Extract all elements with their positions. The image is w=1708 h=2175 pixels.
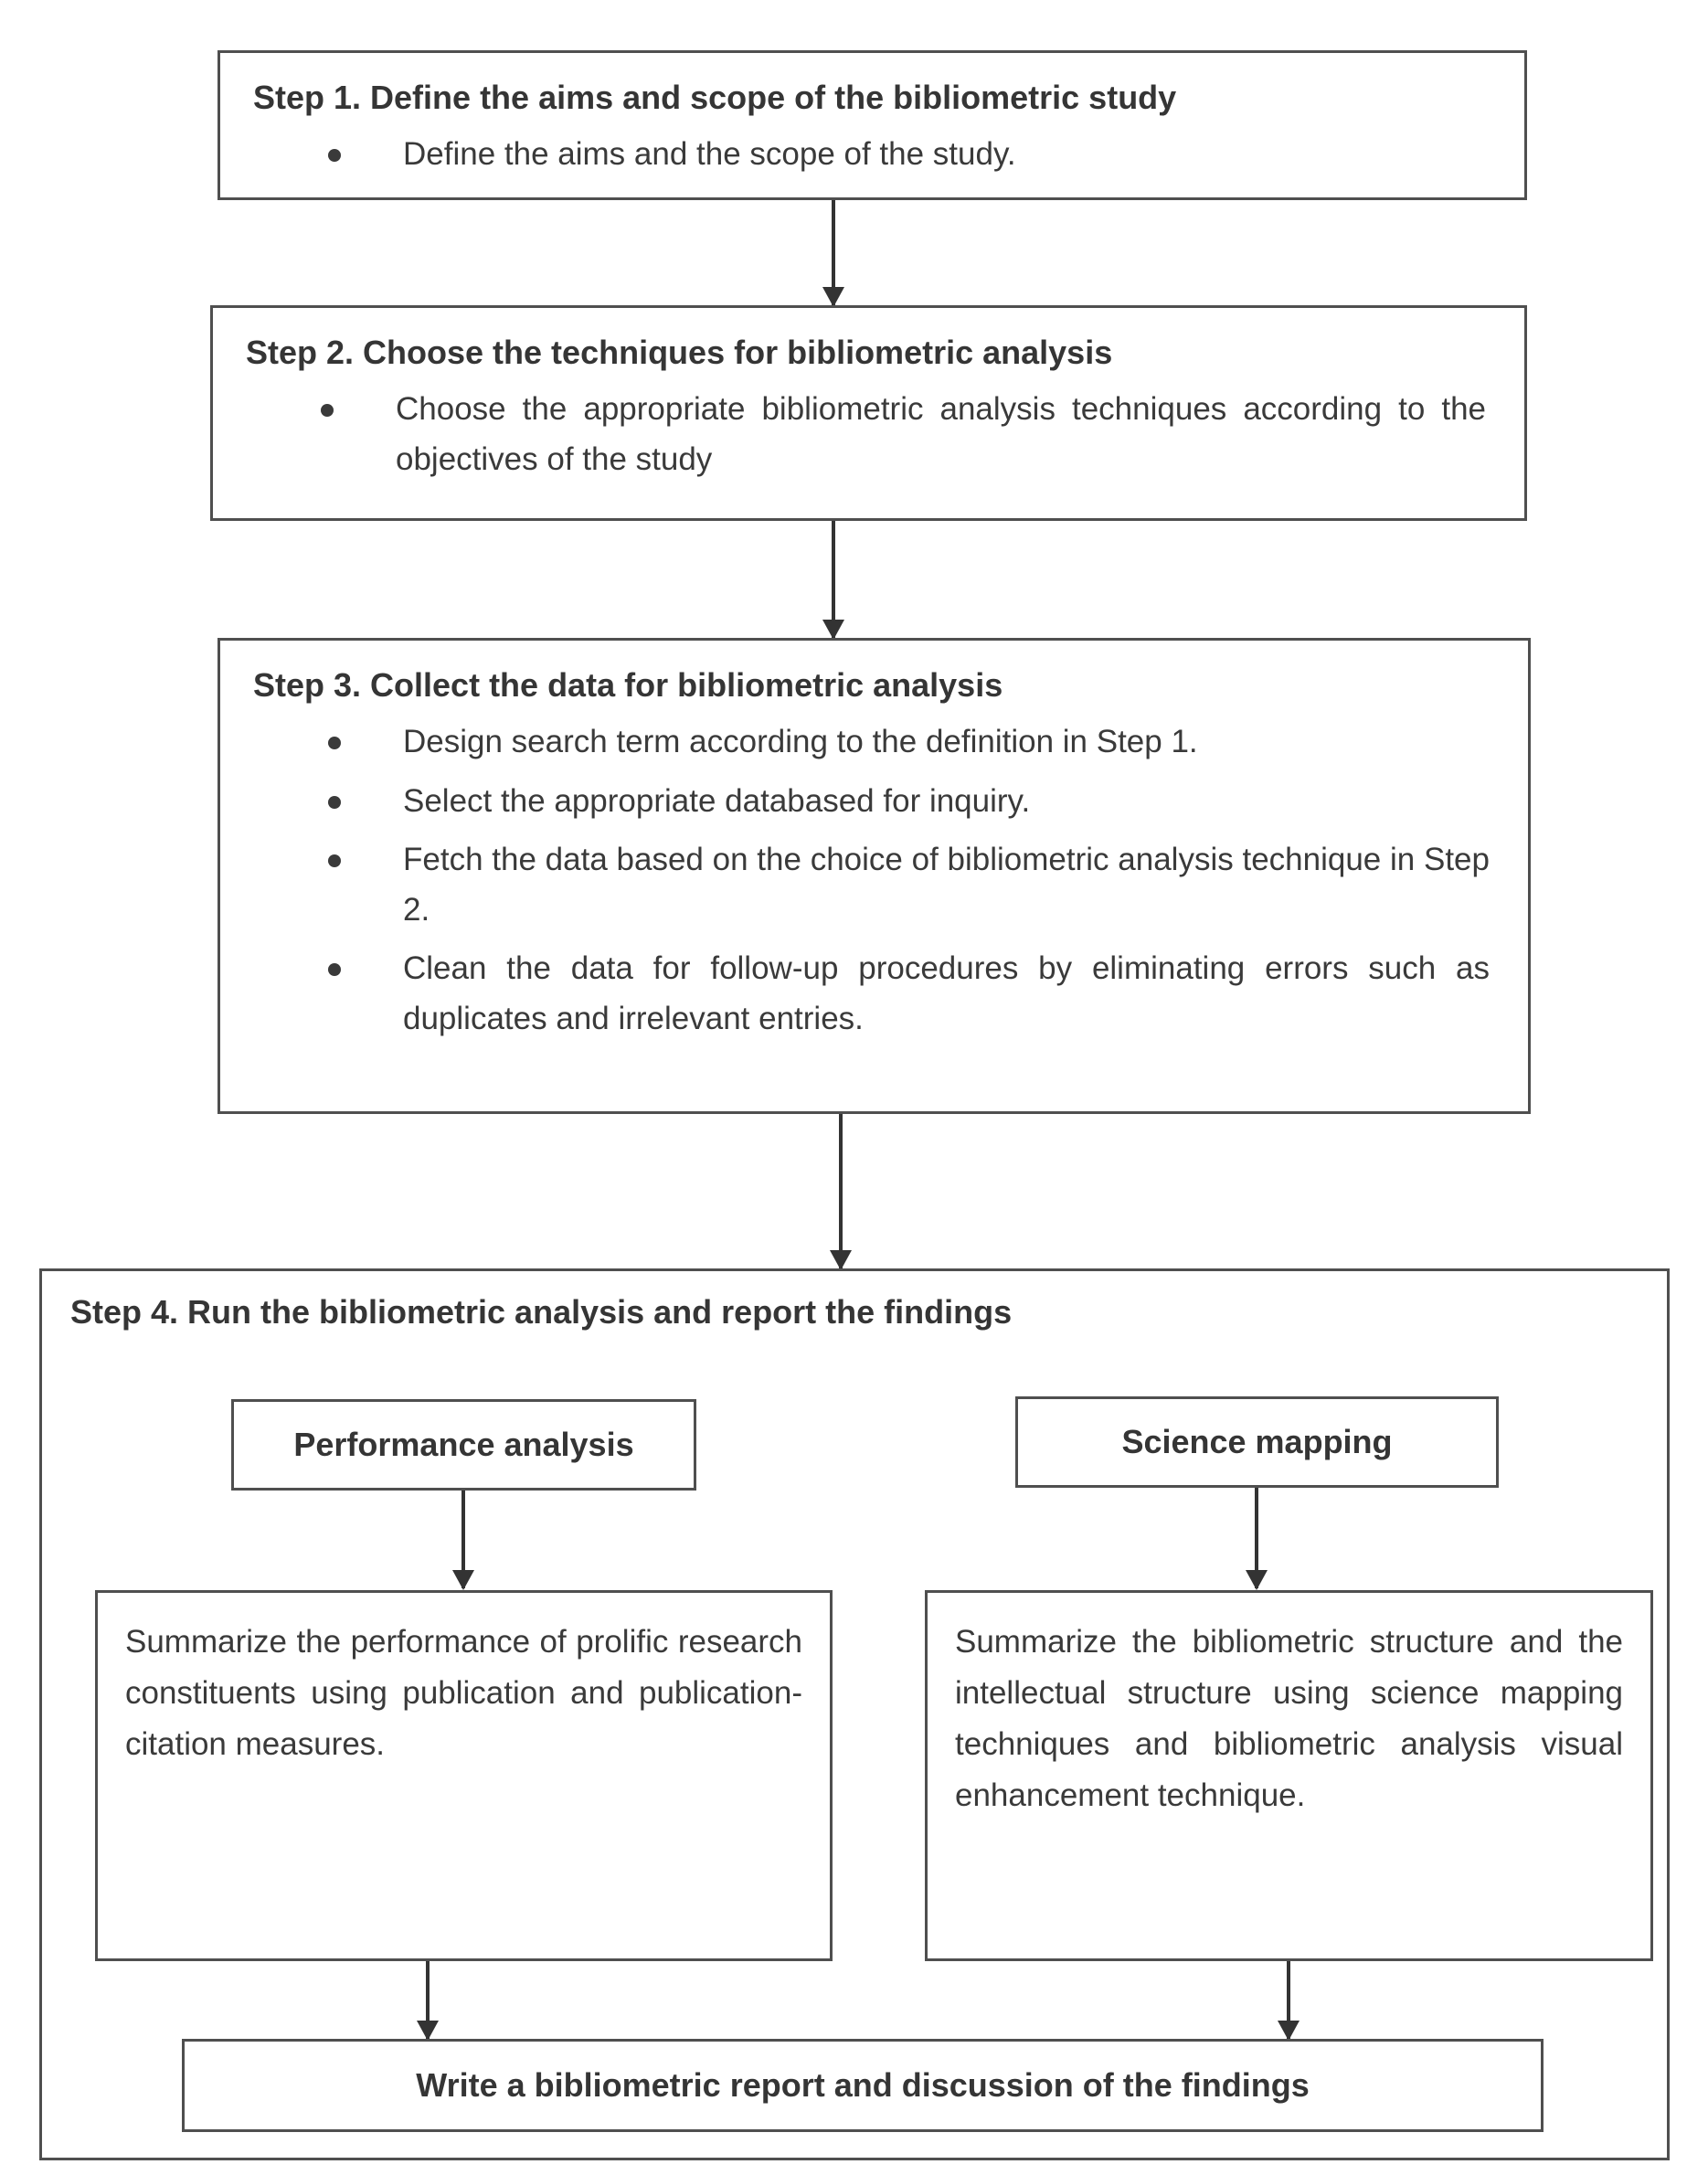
step2-bullet-1: Choose the appropriate bibliometric analysis techniques according to the objectives of the study: [321, 385, 1491, 493]
step1-bullet-1: Define the aims and the scope of the study.: [328, 130, 1491, 189]
science-mapping-detail-box: [925, 1590, 1653, 1961]
report-box: [182, 2039, 1544, 2132]
step3-bullet-4: Clean the data for follow-up procedures by eliminating errors such as duplicates and irrelevant entries.: [328, 944, 1495, 1053]
arrow-performance-detail-to-report: [426, 1961, 430, 2039]
step2-bullet-list: [246, 385, 1491, 493]
performance-analysis-detail: Summarize the performance of prolific research constituents using publication and publication-citation measures.: [125, 1624, 802, 1762]
step3-bullet-2: Select the appropriate databased for inquiry.: [328, 777, 1495, 836]
performance-analysis-detail-box: [95, 1590, 833, 1961]
step3-box: [217, 638, 1531, 1114]
arrow-step2-to-step3: [832, 521, 835, 638]
step1-title: Step 1. Define the aims and scope of the bibliometric study: [253, 79, 1177, 116]
arrow-step3-to-step4: [839, 1114, 843, 1268]
performance-analysis-label: Performance analysis: [293, 1426, 634, 1463]
step2-box: [210, 305, 1527, 521]
step3-bullet-3: Fetch the data based on the choice of bibliometric analysis technique in Step 2.: [328, 835, 1495, 944]
performance-analysis-label-box: [231, 1399, 696, 1491]
arrow-science-detail-to-report: [1287, 1961, 1290, 2039]
step1-bullet-list: [253, 130, 1491, 189]
report-label: Write a bibliometric report and discussion of the findings: [416, 2066, 1310, 2104]
science-mapping-label-box: [1015, 1396, 1499, 1488]
step3-title: Step 3. Collect the data for bibliometric analysis: [253, 666, 1003, 704]
step1-box: [217, 50, 1527, 200]
arrow-step1-to-step2: [832, 200, 835, 305]
arrow-performance-label-to-detail: [461, 1491, 465, 1588]
step3-bullet-1: Design search term according to the definition in Step 1.: [328, 717, 1495, 777]
step2-title: Step 2. Choose the techniques for bibliometric analysis: [246, 334, 1113, 371]
science-mapping-label: Science mapping: [1121, 1423, 1393, 1460]
step4-title: Step 4. Run the bibliometric analysis and report the findings: [70, 1293, 1013, 1331]
step3-bullet-list: [253, 717, 1495, 1054]
science-mapping-detail: Summarize the bibliometric structure and the intellectual structure using science mapping techniques and bibliometric analysis visual enhancement technique.: [955, 1624, 1623, 1813]
arrow-science-label-to-detail: [1255, 1488, 1258, 1588]
